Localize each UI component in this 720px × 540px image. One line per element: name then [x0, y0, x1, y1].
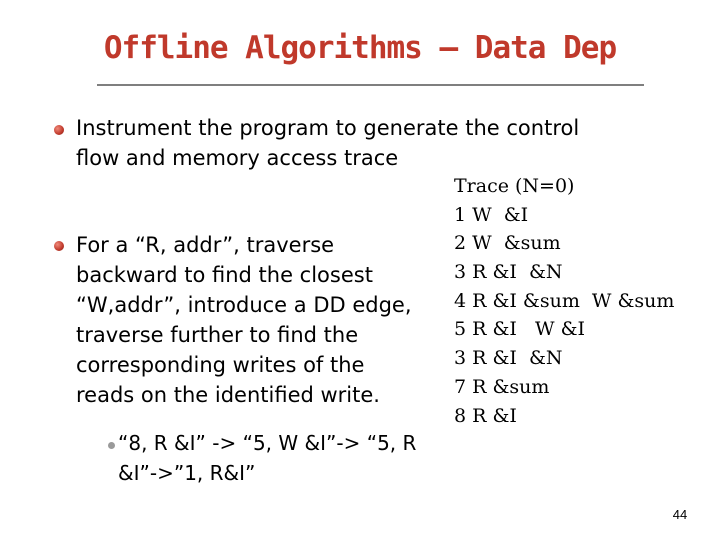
- bullet-2-line-1: For a “R, addr”, traverse: [76, 233, 335, 257]
- bullet-1-line-2: flow and memory access trace: [76, 146, 399, 170]
- bullet-2-line-2: backward to find the closest: [76, 263, 373, 287]
- bullet-2-text: [76, 230, 412, 410]
- slide-title: Offline Algorithms – Data Dep: [103, 30, 617, 66]
- bullet-1-text: [76, 113, 579, 173]
- page-number: 44: [672, 507, 688, 522]
- trace-line: 4 R &I &sum W &sum: [454, 289, 675, 312]
- trace-line: 7 R &sum: [454, 375, 550, 398]
- bullet-icon: [54, 241, 64, 251]
- bullet-2-line-6: reads on the identified write.: [76, 383, 380, 407]
- bullet-icon: [54, 125, 64, 135]
- trace-listing: [454, 172, 674, 430]
- bullet-2-line-3: “W,addr”, introduce a DD edge,: [76, 293, 412, 317]
- bullet-2-line-4: traverse further to find the: [76, 323, 359, 347]
- bullet-2-line-5: corresponding writes of the: [76, 353, 365, 377]
- trace-line: 3 R &I &N: [454, 261, 563, 284]
- sub-bullet-line-1: “8, R &I” -> “5, W &I”-> “5, R: [118, 431, 417, 455]
- sub-bullet-text: [118, 428, 416, 488]
- trace-line: 1 W &I: [454, 203, 529, 226]
- sub-bullet-line-2: &I”->”1, R&I”: [118, 461, 256, 485]
- trace-line: 8 R &I: [454, 404, 517, 427]
- trace-line: 2 W &sum: [454, 232, 561, 255]
- bullet-1-line-1: Instrument the program to generate the control: [76, 116, 580, 140]
- sub-bullet-icon: [108, 442, 115, 449]
- trace-line: 3 R &I &N: [454, 347, 563, 370]
- trace-header: Trace (N=0): [454, 175, 575, 197]
- trace-line: 5 R &I W &I: [454, 318, 585, 341]
- title-underline: [97, 84, 644, 86]
